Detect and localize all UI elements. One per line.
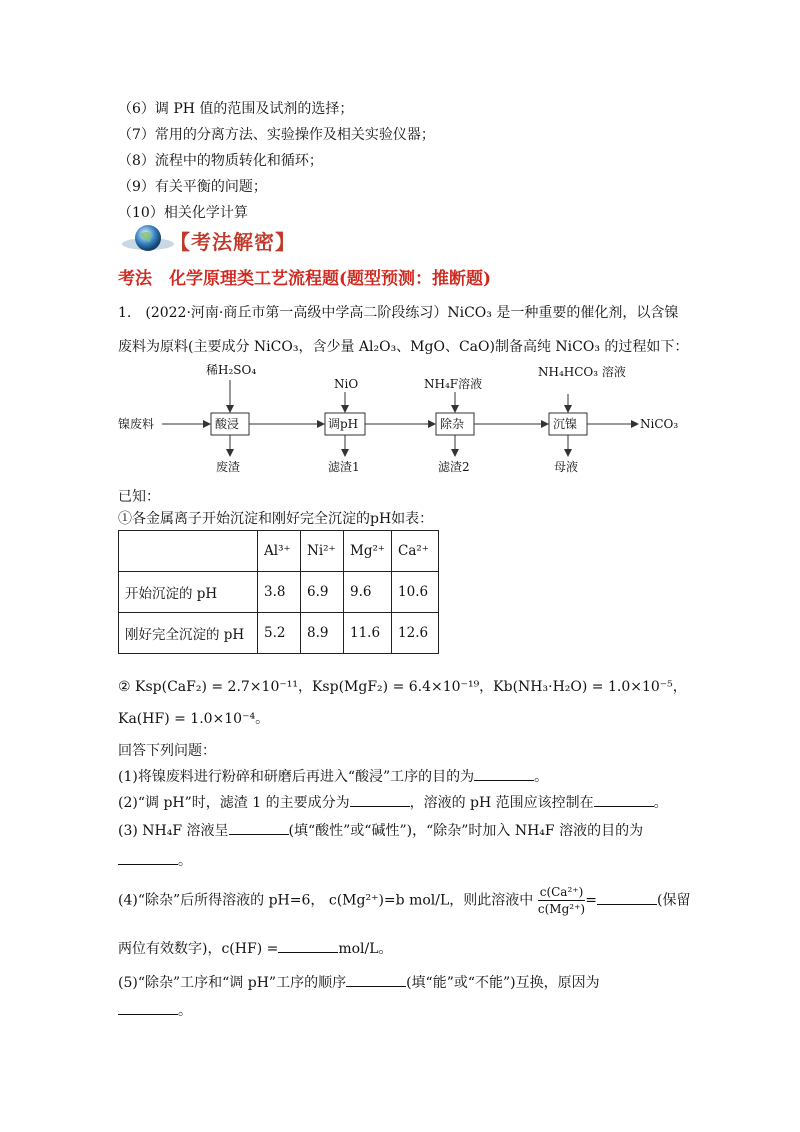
table-cell: 5.2: [258, 613, 301, 654]
table-header-cell: Ca²⁺: [392, 531, 439, 572]
question-text: (4)“除杂”后所得溶液的 pH=6，: [118, 892, 325, 909]
flow-step: 沉镍: [553, 417, 578, 431]
question-4: [118, 884, 691, 917]
table-cell: 开始沉淀的 pH: [119, 572, 258, 613]
outline-item: （10）相关化学计算: [118, 205, 248, 221]
question-text: (2)“调 pH”时，滤渣 1 的主要成分为: [118, 795, 350, 811]
table-cell: 8.9: [301, 613, 344, 654]
flow-output: 母液: [554, 460, 579, 474]
answer-prompt: 回答下列问题：: [118, 743, 216, 759]
answer-blank[interactable]: [474, 768, 534, 781]
known-item: ①各金属离子开始沉淀和刚好完全沉淀的pH如表：: [118, 511, 434, 527]
question-2: [118, 792, 668, 812]
answer-blank[interactable]: [594, 794, 654, 807]
question-text: mol/L。: [338, 941, 393, 957]
question-text: 。: [178, 853, 192, 869]
table-header-row: [119, 531, 439, 572]
question-text: (填“能”或“不能”)互换，原因为: [406, 975, 600, 991]
question-text: =: [585, 892, 598, 909]
flow-output: 废渣: [216, 460, 241, 474]
banner-text: 【考法解密】: [170, 230, 296, 254]
question-text: 。: [534, 769, 549, 785]
question-text: ，则此溶液中: [449, 892, 534, 909]
table-header-cell: Ni²⁺: [301, 531, 344, 572]
question-4-cont: [118, 938, 393, 958]
question-text: ，溶液的 pH 范围应该控制在: [409, 795, 594, 811]
table-header-cell: Mg²⁺: [344, 531, 392, 572]
question-text: (5)“除杂”工序和“调 pH”工序的顺序: [118, 975, 347, 991]
question-1: [118, 766, 548, 786]
table-cell: 10.6: [392, 572, 439, 613]
outline-item: （9）有关平衡的问题；: [118, 179, 267, 195]
table-row: [119, 572, 439, 613]
question-text: (填“酸性”或“碱性”)，“除杂”时加入 NH₄F 溶液的目的为: [288, 823, 644, 839]
question-text: (3) NH₄F 溶液呈: [118, 823, 229, 839]
question-text: (1)将镍废料进行粉碎和研磨后再进入“酸浸”工序的目的为: [118, 769, 475, 785]
flow-input: NiO: [334, 377, 359, 391]
known-item: Ka(HF) = 1.0×10⁻⁴。: [118, 711, 270, 727]
fraction-numerator: c(Ca²⁺): [539, 885, 584, 899]
flow-output: 滤渣2: [438, 460, 470, 474]
question-intro: 废料为原料(主要成分 NiCO₃，含少量 Al₂O₃、MgO、CaO)制备高纯 NiCO₃ 的过程如下：: [118, 339, 689, 355]
table-cell: 9.6: [344, 572, 392, 613]
outline-item: （7）常用的分离方法、实验操作及相关实验仪器；: [118, 127, 435, 143]
outline-item: （6）调 PH 值的范围及试剂的选择；: [118, 101, 354, 117]
process-flow-diagram: [118, 362, 698, 477]
question-5: [118, 972, 600, 992]
section-title: 考法 化学原理类工艺流程题(题型预测：推断题): [118, 269, 492, 289]
table-cell: 6.9: [301, 572, 344, 613]
answer-blank[interactable]: [597, 892, 657, 905]
answer-blank[interactable]: [229, 822, 289, 835]
table-header-cell: Al³⁺: [258, 531, 301, 572]
flow-step: 除杂: [440, 417, 465, 431]
flow-input: NH₄F溶液: [424, 377, 483, 391]
question-text: 两位有效数字)，: [118, 941, 222, 957]
table-cell: 刚好完全沉淀的 pH: [119, 613, 258, 654]
known-label: 已知：: [118, 489, 160, 505]
question-3: [118, 820, 643, 840]
flow-output: 滤渣1: [328, 460, 360, 474]
flow-end: NiCO₃: [640, 417, 679, 431]
table-row: [119, 613, 439, 654]
table-cell: 12.6: [392, 613, 439, 654]
globe-icon: [118, 222, 178, 256]
table-cell: 11.6: [344, 613, 392, 654]
question-5-cont: [118, 1000, 192, 1020]
answer-blank[interactable]: [278, 940, 338, 953]
table-header-cell: [119, 531, 258, 572]
question-intro: 1. (2022·河南·商丘市第一高级中学高二阶段练习）NiCO₃ 是一种重要的催化剂，以含镍: [118, 305, 679, 321]
precipitation-ph-table: [118, 530, 439, 654]
question-text: c(HF) =: [221, 941, 279, 957]
flow-start: 镍废料: [118, 417, 155, 431]
flow-step: 调pH: [328, 417, 359, 431]
answer-blank[interactable]: [346, 974, 406, 987]
flow-step: 酸浸: [215, 417, 240, 431]
concentration-ratio-fraction: [538, 884, 586, 917]
answer-blank[interactable]: [350, 794, 410, 807]
question-3-cont: [118, 850, 192, 870]
fraction-denominator: c(Mg²⁺): [537, 902, 586, 916]
question-text: c(Mg²⁺)=b mol/L: [328, 892, 450, 909]
question-text: 。: [653, 795, 668, 811]
flow-input: NH₄HCO₃ 溶液: [538, 365, 626, 379]
flow-input: 稀H₂SO₄: [206, 363, 257, 377]
answer-blank[interactable]: [118, 1002, 178, 1015]
section-banner: [118, 222, 378, 256]
answer-blank[interactable]: [118, 852, 178, 865]
outline-item: （8）流程中的物质转化和循环；: [118, 153, 323, 169]
question-text: (保留: [657, 892, 691, 909]
known-item: ② Ksp(CaF₂) = 2.7×10⁻¹¹，Ksp(MgF₂) = 6.4×10⁻¹⁹，Kb(NH₃·H₂O) = 1.0×10⁻⁵，: [118, 679, 687, 695]
question-text: 。: [178, 1003, 192, 1019]
table-cell: 3.8: [258, 572, 301, 613]
